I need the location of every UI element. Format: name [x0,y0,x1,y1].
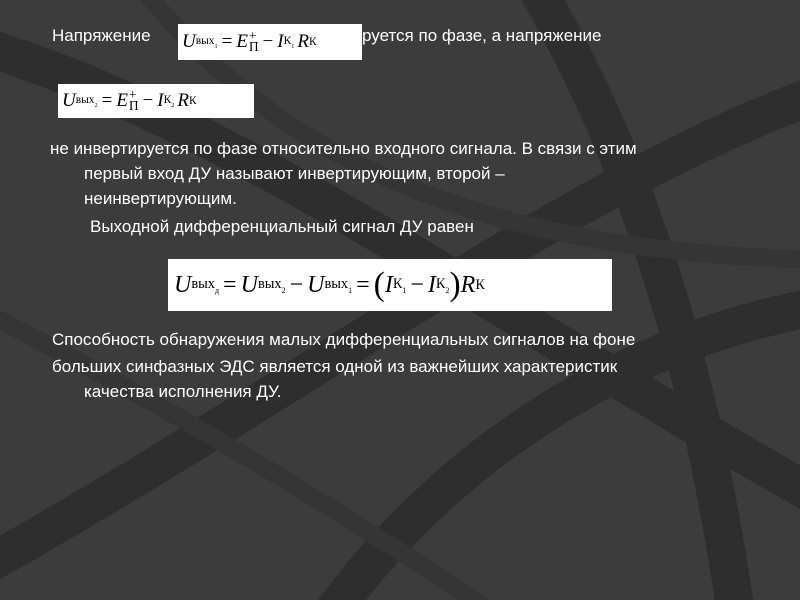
f1-R-sub: К [308,36,317,48]
f3-I1: I [384,271,393,298]
f3-U1-sub: вых [324,275,349,292]
para1-start: Напряжение [52,26,151,45]
f2-U-idx: 2 [94,101,98,109]
f3-I1-sub: К [392,275,403,292]
f1-E-sup: + [248,28,257,44]
formula-2 [58,84,254,118]
f1-E: E [236,31,248,52]
f2-I: I [157,90,164,111]
f1-minus: − [262,31,274,52]
para2-line1: не инвертируется по фазе относительно входного сигнала. В связи с этим [50,139,637,158]
f3-minus: − [289,271,304,298]
f3-rparen: ) [449,266,461,304]
f3-U1-idx: 1 [348,285,353,295]
para3-line1: Выходной дифференциальный сигнал ДУ равен [90,217,474,236]
f3-I1-idx: 1 [402,285,407,295]
f1-eq: = [221,31,233,52]
para4-line1: Способность обнаружения малых дифференциальных сигналов на фоне [52,330,636,349]
f2-E-sup: + [128,87,137,103]
f3-eq: = [223,271,237,298]
f2-U-sub: вых [75,93,95,106]
f1-U: U [182,31,196,52]
f1-E-sub: П [248,39,259,54]
f3-U2: U [240,271,258,298]
para2-line3: неинвертирующим. [84,189,237,208]
f3-U-idx: д [215,285,220,295]
formula-1 [178,24,362,60]
f3-I2: I [427,271,436,298]
f2-minus: − [142,90,154,111]
f2-R: R [177,90,189,111]
para4-line3: качества исполнения ДУ. [84,382,282,401]
f2-I-idx: 2 [171,101,175,109]
f1-I: I [277,31,284,52]
f3-R: R [460,271,476,298]
para2-line2: первый вход ДУ называют инвертирующим, второй – [84,164,505,183]
formula-3 [168,259,612,311]
f1-I-idx: 1 [291,42,295,50]
f3-eq2: = [356,271,370,298]
f2-R-sub: К [188,95,197,107]
para1-end: руется по фазе, а напряжение [362,26,602,45]
f3-U1: U [307,271,325,298]
f2-eq: = [101,90,113,111]
f3-R-sub: К [475,276,485,293]
f3-I2-sub: К [435,275,446,292]
f1-U-sub: вых [195,34,215,47]
f3-U: U [174,271,192,298]
f2-I-sub: К [163,93,172,106]
f3-lparen: ( [373,266,385,304]
f3-minus2: − [410,271,424,298]
f3-I2-idx: 2 [445,285,450,295]
para4-line2: больших синфазных ЭДС является одной из важнейших характеристик [52,357,618,376]
f2-E-sub: П [128,98,139,113]
f1-U-idx: 1 [214,42,218,50]
f1-I-sub: К [283,34,292,47]
f2-U: U [62,90,76,111]
f2-E: E [116,90,128,111]
f3-U-sub: вых [191,275,216,292]
f3-U2-idx: 2 [281,285,286,295]
f3-U2-sub: вых [257,275,282,292]
f1-R: R [297,31,309,52]
